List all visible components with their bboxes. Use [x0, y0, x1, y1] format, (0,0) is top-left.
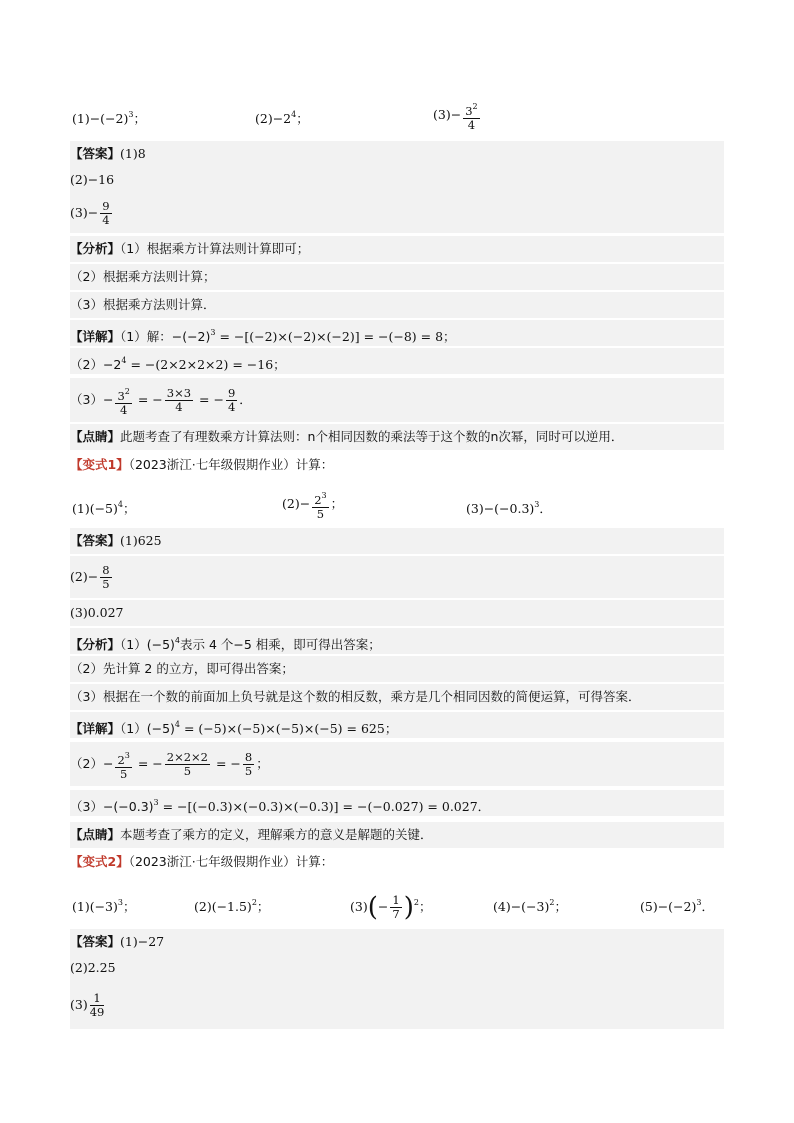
detail-line: （3）− $\frac{3^2}{4}$ = − $\frac{3\times 3}{4}$ = − $\frac{9}{4}$ ．: [70, 378, 724, 422]
detail-line: $(3)-(-0.3)^3 = -[(-0.3)\times(-0.3)\times(-0.3)] = -(-0.027) = 0.027$．: [70, 790, 724, 816]
answer-line: (2)− $\frac{8}{5}$: [70, 556, 724, 598]
variation-label: 【变式1】: [70, 457, 129, 472]
fraction: $\frac{8}{5}$: [102, 563, 110, 591]
problem-1: $(1)(-3)^3$；: [72, 898, 136, 914]
detail-line: 【详解】（1）解：$-(-2)^3 = -[(-2)\times(-2)\times(-2)] = -(-8) = 8$；: [70, 320, 724, 346]
problem-1: $(1)(-5)^4$；: [72, 500, 136, 516]
variation-label: 【变式2】: [70, 854, 129, 869]
problem-3: $(3)-(-0.3)^3$．: [466, 500, 552, 516]
answer-line: 【答案】(1)8: [70, 141, 724, 167]
fraction: $\frac{1}{7}$: [392, 893, 400, 921]
analysis-line: 【分析】（1）根据乘方计算法则计算即可；: [70, 236, 724, 262]
problem-3: (3)(− $\frac{1}{7}$ )$^2$；: [350, 892, 432, 923]
fraction: $\frac{3^2}{4}$: [465, 101, 478, 132]
problem-2: $(2)-2^4$；: [255, 110, 309, 126]
analysis-line: 【分析】$(1)(-5)^4$表示 4 个−5 相乘，即可得出答案；: [70, 628, 724, 654]
fraction: $\frac{3^2}{4}$: [117, 386, 130, 417]
problem-1: $(1)-(-2)^3$；: [72, 110, 146, 126]
problem-4: $(4)-(-3)^2$；: [493, 898, 567, 914]
fraction: $\frac{2^3}{5}$: [314, 490, 327, 521]
analysis-line: （2）先计算 2 的立方，即可得出答案；: [70, 656, 724, 682]
analysis-line: （3）根据在一个数的前面加上负号就是这个数的相反数，乘方是几个相同因数的简便运算，可得答案．: [70, 684, 724, 710]
detail-line: 【详解】$(1)(-5)^4 = (-5)\times(-5)\times(-5)\times(-5) = 625$；: [70, 712, 724, 738]
analysis-line: （3）根据乘方法则计算．: [70, 292, 724, 318]
answer-line: (3)0.027: [70, 600, 724, 626]
answer-line: (2)2.25: [70, 955, 724, 981]
variation-heading: 【变式1】（2023浙江·七年级假期作业）计算：: [70, 457, 334, 472]
fraction: $\frac{3\times 3}{4}$: [166, 386, 192, 414]
fraction: $\frac{9}{4}$: [102, 199, 110, 227]
fraction: $\frac{9}{4}$: [227, 386, 236, 414]
detail-line: （2）− $\frac{2^3}{5}$ = − $\frac{2\times 2\times 2}{5}$ = − $\frac{8}{5}$ ；: [70, 742, 724, 786]
problem-row-1: [72, 98, 146, 132]
fraction: $\frac{2^3}{5}$: [117, 750, 130, 781]
fraction: $\frac{1}{49}$: [89, 991, 105, 1019]
analysis-line: （2）根据乘方法则计算；: [70, 264, 724, 290]
answer-line: (3) $\frac{1}{49}$: [70, 981, 724, 1029]
detail-line: $(2)-2^4 = -(2\times 2\times 2\times 2) = -16$；: [70, 348, 724, 374]
answer-label: 【答案】: [70, 146, 121, 161]
fraction: $\frac{2\times 2\times 2}{5}$: [166, 750, 208, 778]
answer-line: (3)− $\frac{9}{4}$: [70, 193, 724, 233]
problem-5: $(5)-(-2)^3$．: [640, 898, 714, 914]
tip-line: 【点睛】本题考查了乘方的定义，理解乘方的意义是解题的关键．: [70, 822, 724, 848]
tip-line: 【点睛】此题考查了有理数乘方计算法则：n个相同因数的乘法等于这个数的n次幂，同时可以逆用．: [70, 424, 724, 450]
problem-2: (2)− $\frac{2^3}{5}$ ；: [282, 490, 344, 521]
variation-heading: 【变式2】（2023浙江·七年级假期作业）计算：: [70, 854, 334, 869]
answer-line: (2)−16: [70, 167, 724, 193]
problem-3: (3)− $\frac{3^2}{4}$: [433, 101, 478, 132]
answer-line: 【答案】(1)−27: [70, 929, 724, 955]
answer-line: 【答案】(1)625: [70, 528, 724, 554]
problem-2: $(2)(-1.5)^2$；: [194, 898, 270, 914]
fraction: $\frac{8}{5}$: [244, 750, 253, 778]
